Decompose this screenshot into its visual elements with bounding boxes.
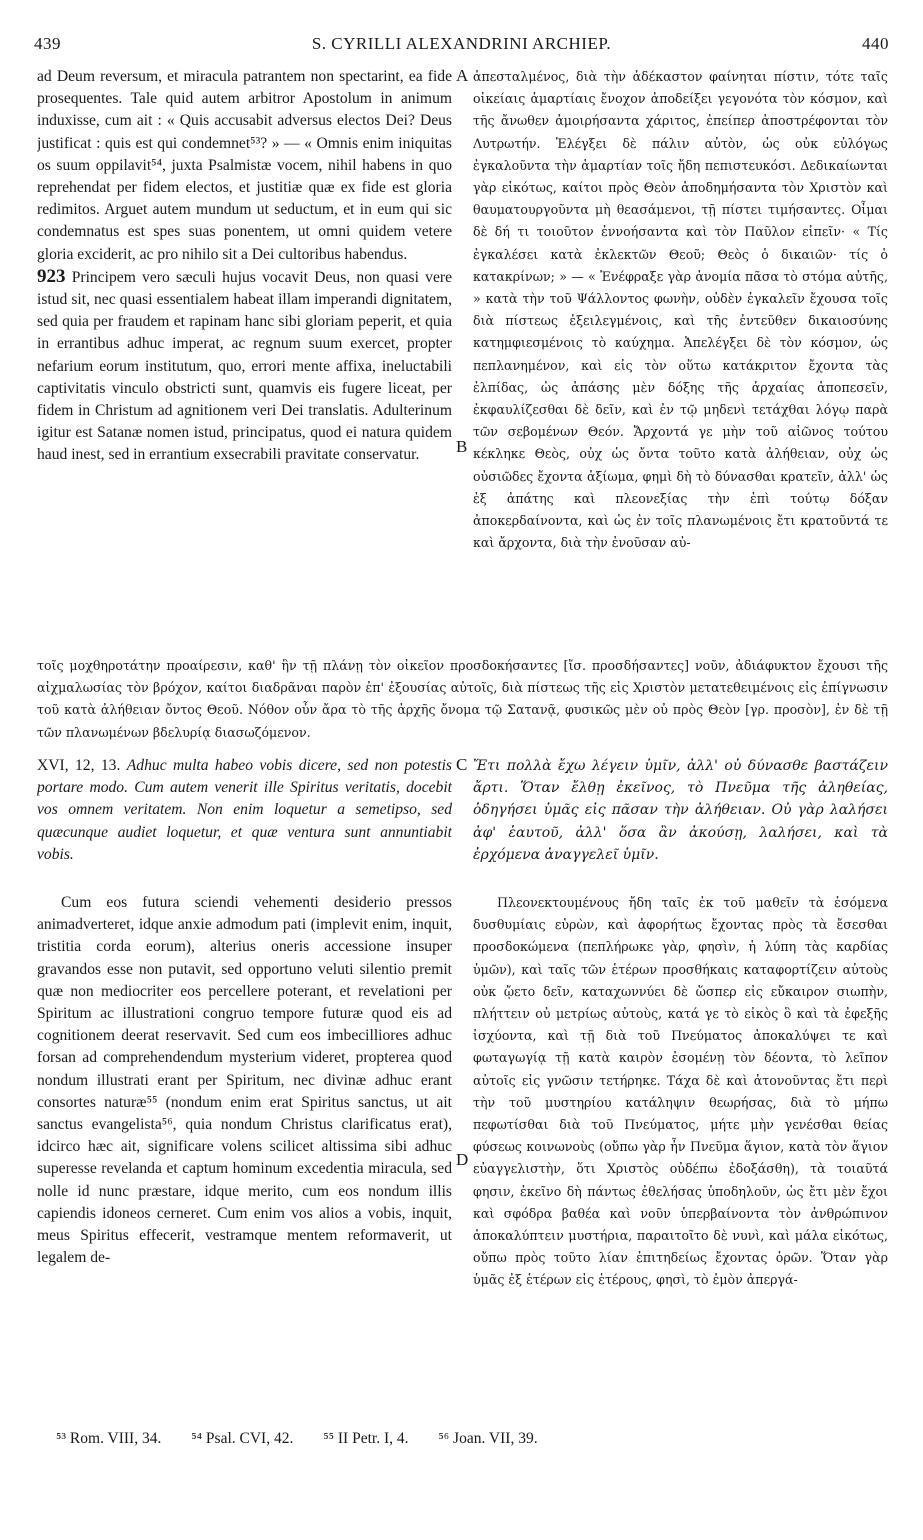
footnote-54: ⁵⁴ Psal. CVI, 42. — [191, 1430, 294, 1447]
running-header — [34, 34, 889, 58]
running-title: S. CYRILLI ALEXANDRINI ARCHIEP. — [311, 34, 612, 53]
latin-quote-paragraph — [37, 755, 452, 866]
greek-column-1 — [473, 66, 888, 648]
greek-wide-paragraph: τοῖς μοχθηροτάτην προαίρεσιν, καθ' ἣν τῇ πλάνῃ τὸν οἰκεῖον προσδοκήσαντες [ἴσ. προσδήσαντες] νοῦν, ἀδιάφυκτον ἔχουσι τῆς αἰχμαλωσίας τὸν βρόχον, καίτοι διαδρᾶναι παρὸν ἐπ' ἐξουσίας αὐτοῖς, διὰ πίστεως τῆς εἰς Χριστὸν μετατεθειμένοις εἰς ἐπίγνωσιν τοῦ κατὰ ἀλήθειαν ὄντος Θεοῦ. Νόθον οὖν ἄρα τὸ τῆς ἀρχῆς ὄνομα τῷ Σατανᾷ, φυσικῶς μὲν οὐ πρὸς Θεὸν [γρ. προσὸν], ἐν δὲ τῇ τῶν πλανωμένων βδελυρίᾳ διασωζόμενον. — [37, 658, 888, 740]
page-number-right: 440 — [862, 34, 889, 53]
margin-letter-a: A — [456, 66, 469, 85]
greek-body-paragraph: Πλεονεκτουμένους ἤδη ταῖς ἐκ τοῦ μαθεῖν τὰ ἐσόμενα δυσθυμίαις εὑρὼν, καὶ ἀφορήτως ἔχοντας πρὸς τὰ ἔσεσθαι προσδοκώμενα (πεπλήρωκε γὰρ, φησὶν, ἡ λύπη τὰς καρδίας ὑμῶν), καὶ ταῖς τῶν ἑτέρων προσθήκαις καταφορτίζειν αὐτοὺς οὐκ ᾤετο δεῖν, καταχωννύει δὲ ὥσπερ εἰς εὔκαιρον σιωπὴν, πλήττειν οὐ μετρίως αὐτοὺς, κατά γε τὸ εἰκὸς ὃ καὶ τὰ ἐφεξῆς ἰσχύοντα, καὶ τῇ διὰ τοῦ Πνεύματος ἀποκαλύψει τε καὶ φωταγωγίᾳ τῇ κατὰ καιρὸν ἐσομένῃ τὸν δέοντα, τὸ λεῖπον αὐτοῖς εἰς γνῶσιν τετήρηκε. Τάχα δὲ καὶ ἀτονοῦντας ἔτι περὶ τὴν τοῦ μυστηρίου κατάληψιν θεωρήσας, διὰ τὸ μήπω πεφωτίσθαι διὰ τοῦ Πνεύματος, μήτε μὴν γενέσθαι θείας φύσεως κοινωνοὺς (οὔπω γὰρ ἦν Πνεῦμα ἅγιον, κατὰ τὸν ἅγιον εὐαγγελιστὴν, ὅτι Χριστὸς οὐδέπω ἐδοξάσθη), τὰ τοιαῦτά φησιν, ἐκεῖνο δὴ πάντως ἐθελήσας ὑποδηλοῦν, ὡς ἔτι μὲν ἔχοι καὶ σφόδρα βαθέα καὶ νοῦν ὑπερβαίνοντα τὸν ἀνθρώπινον ἀποκαλύπτειν μυστήρια, παραιτοῖτο δὲ νυνὶ, καὶ μάλα εἰκότως, οὔπω πρὸς τοῦτο λίαν ἐπιτηδείως ἔχοντας ὁρῶν. Ὅταν γὰρ ὑμᾶς ἐξ ἑτέρων εἰς ἑτέρους, φησὶ, τὸ ἐμὸν ἀπεργά- — [473, 895, 888, 1288]
greek-scripture-quote — [473, 755, 888, 885]
latin-paragraph-a: ad Deum reversum, et miracula patrantem non spectarint, ea fide prosequentes. Tale quid autem arbitror Apostolum in animum induxisse, cum ait : « Quis accusabit adversus electos Dei? Deus justificat : quis est qui condemnet⁵³? » — « Omnis enim iniquitas os suum oppilavit⁵⁴, juxta Psalmistæ vocem, nihil habens in quo reprehendat per fidem electos, et justitiæ quæ ex fide est gloria redimitos. Arguet autem mundum ut seductum, et in eum qui sic condemnatus est spes suas ponentem, ut omni quidem vetere gloria exciderit, ac pro nihilo sit a Dei cultoribus habendus. — [37, 68, 452, 263]
greek-column-2 — [473, 892, 888, 1422]
latin-column-1 — [37, 66, 452, 648]
greek-full-width-continuation — [37, 655, 888, 750]
greek-quote-paragraph: Ἔτι πολλὰ ἔχω λέγειν ὑμῖν, ἀλλ' οὐ δύνασθε βαστάζειν ἄρτι. Ὅταν ἔλθῃ ἐκεῖνος, τὸ Πνεῦμα τῆς ἀληθείας, ὁδηγήσει ὑμᾶς εἰς πᾶσαν τὴν ἀλήθειαν. Οὐ γὰρ λαλήσει ἀφ' ἑαυτοῦ, ἀλλ' ὅσα ἂν ἀκούσῃ, λαλήσει, καὶ τὰ ἐρχόμενα ἀναγγελεῖ ὑμῖν. — [473, 758, 888, 863]
footnote-53: ⁵³ Rom. VIII, 34. — [56, 1430, 162, 1447]
latin-paragraph-b — [37, 266, 452, 467]
footnote-55: ⁵⁵ II Petr. I, 4. — [323, 1430, 409, 1447]
margin-letter-b: B — [456, 437, 468, 456]
margin-letter-c: C — [456, 755, 468, 774]
column-number-923: 923 — [37, 265, 66, 287]
margin-letter-d: D — [456, 1150, 469, 1169]
latin-scripture-quote — [37, 755, 452, 867]
latin-column-2 — [37, 892, 452, 1422]
latin-paragraph-b-text: Principem vero sæculi hujus vocavit Deus, non quasi vere istud sit, nec quasi essentialem habeat illam imperandi dignitatem, sed quia per fraudem et rapinam hanc sibi gloriam peperit, et quia in errantibus adhuc imperat, ac regnum suum exercet, propter nefarium eorum institutum, quo, errori mente affixa, ineluctabili captivitatis vinculo obstricti sunt, quamvis eis fugere liceat, per fidem in Christum ad agnitionem veri Dei translatis. Adulterinum igitur est Satanæ nomen istud, principatus, quod ei natura quidem haud inest, sed in errantium exsecrabili pravitate conservatur. — [37, 268, 452, 464]
page-number-left: 439 — [34, 34, 61, 53]
latin-body-paragraph: Cum eos futura sciendi vehementi desiderio pressos animadverteret, idque anxie admodum pati (implevit enim, inquit, tristitia corda eorum), alterius oneris accessione insuper gravandos esse non putavit, sed opportuno veluti silentio premit quæ non mediocriter eos percellere poterant, et revelationi per Spiritum ac illustrationi congruo tempore futuræ quod eis ad cognitionem deerat reservavit. Sed cum eos imbecilliores adhuc forsan ad comprehendendum mysterium videret, propterea quod nondum illustrati erant per Spiritum, nec divinæ adhuc erant consortes naturæ⁵⁵ (nondum enim erat Spiritus sanctus, ut ait sanctus evangelista⁵⁶, quia nondum Christus clarificatus erat), idcirco hæc ait, significare volens scilicet altissima sibi adhuc superesse revelanda et captum hominum excedentia miracula, sed nolle id nunc præstare, idque merito, cum eos nondum illis capiendis idoneos cerneret. Cum enim vos alios a vobis, inquit, meus Spiritus effecerit, vestramque mentem reformaverit, ut legalem de- — [37, 894, 452, 1267]
scripture-reference: XVI, 12, 13. — [37, 757, 121, 774]
greek-paragraph-1: ἀπεσταλμένος, διὰ τὴν ἀδέκαστον φαίνηται πίστιν, τότε ταῖς οἰκείαις ἁμαρτίαις ἔνοχον ἀποδείξει γεγονότα τὸν κόσμον, καὶ τῆς ἄνωθεν ἀμοιρήσαντα χάριτος, ἐπείπερ ἀποστρέφονται τὸν Λυτρωτήν. Ἐλέγξει δὲ πάλιν αὐτὸν, ὡς οὐκ εὐλόγως ἐγκαλοῦντα τὴν ἁμαρτίαν τοῖς ἤδη πεπιστευκόσι. Δεδικαίωνται γὰρ εἰκότως, καίτοι πρὸς Θεὸν ἀποδημήσαντα τὸν Χριστὸν καὶ θαυματουργοῦντα μὴ θεασάμενοι, τῇ πίστει τιμήσαντες. Οἶμαι δὲ δή τι τοιοῦτον ἐννοήσαντα καὶ τὸν Παῦλον εἰπεῖν· « Τίς ἐγκαλέσει κατὰ ἐκλεκτῶν Θεοῦ; Θεὸς ὁ δικαιῶν· τίς ὁ κατακρίνων; » — « Ἐνέφραξε γὰρ ἀνομία πᾶσα τὸ στόμα αὐτῆς, » κατὰ τὴν τοῦ Ψάλλοντος φωνὴν, οὐδὲν ἐγκαλεῖν ἔχουσα τοῖς διὰ πίστεως ἐξειλεγμένοις, καὶ τῆς ἐντεῦθεν δικαιοσύνης κατημφιεσμένοις τὸ καύχημα. Ἀπελέγξει δὲ τὸν κόσμον, ὡς πεπλανημένον, καὶ εἰς τὸν οὕτω κατάκριτον ἔχοντα τὰς ἐλπίδας, ὡς ἁπάσης μὲν δόξης τῆς ἀρχαίας ἀποπεσεῖν, ἐκφαυλίζεσθαι δὲ δεῖν, καὶ ἐν τῷ μηδενὶ τετάχθαι λόγῳ παρὰ τῶν σεβομένων Θεόν. Ἄρχοντά γε μὴν τοῦ αἰῶνος τούτου κέκληκε Θεὸς, οὐχ ὡς ὄντα τοῦτο κατὰ ἀλήθειαν, οὐχ ὡς οὐσιῶδες ἔχοντα ἀξίωμα, φημὶ δὴ τὸ δύνασθαι κρατεῖν, ἀλλ' ὡς ἐξ ἀπάτης καὶ πλεονεξίας τὴν ἐπὶ τούτῳ δόξαν ἀποκερδαίνοντα, καὶ ὡς ἐν τοῖς πλανωμένοις ἔτι κρατοῦντά τε καὶ ἄρχοντα, διὰ τὴν ἐνοῦσαν αὐ- — [473, 69, 888, 551]
footnotes — [56, 1430, 564, 1448]
footnote-56: ⁵⁶ Joan. VII, 39. — [438, 1430, 538, 1447]
latin-quote-text: Adhuc multa habeo vobis dicere, sed non potestis portare modo. Cum autem venerit ille Spiritus veritatis, docebit vos omnem veritatem. Non enim loquetur a semetipso, sed quæcunque audiet loquetur, et quæ ventura sunt annuntiabit vobis. — [37, 757, 452, 863]
